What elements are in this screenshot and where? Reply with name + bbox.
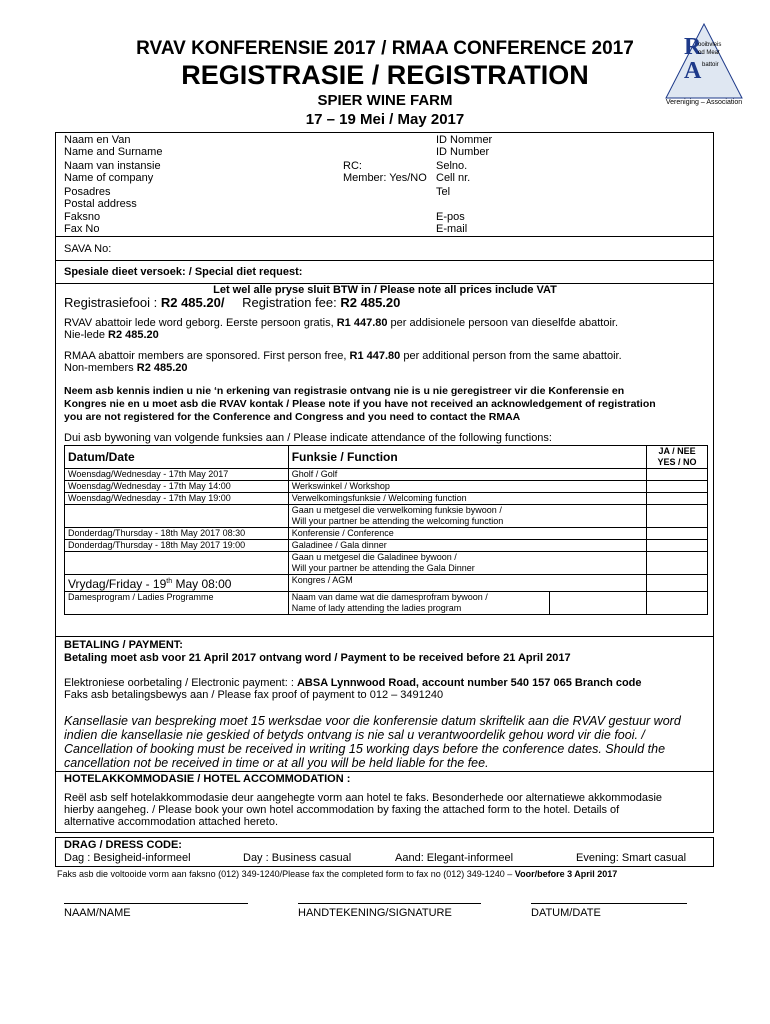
dress-heading: DRAG / DRESS CODE: [64, 839, 182, 851]
table-row: Gaan u metgesel die Galadinee bywoon / Will your partner be attending the Gala Dinner [65, 552, 708, 575]
member-label: Member: Yes/NO [343, 172, 427, 184]
rvav-nonmember-fee: Nie-lede R2 485.20 [64, 329, 159, 341]
cell-label: Cell nr. [436, 172, 471, 184]
name-label-en: Name and Surname [64, 146, 163, 158]
date-label: DATUM/DATE [531, 907, 601, 919]
ladies-name-cell[interactable] [550, 592, 647, 615]
payment-deadline: Betaling moet asb voor 21 April 2017 ontvang word / Payment to be received before 21 April 2017 [64, 652, 571, 664]
cancellation-1: Kansellasie van bespreking moet 15 werksdae voor die konferensie datum skriftelik aan die RVAV gestuur word [64, 714, 681, 728]
postal-label-af: Posadres [64, 186, 111, 198]
attendance-cell[interactable] [647, 552, 708, 575]
diet-label: Spesiale dieet versoek: / Special diet request: [64, 266, 303, 278]
functions-table [64, 445, 708, 615]
ack-line-1: Neem asb kennis indien u nie ‘n erkening van registrasie ontvang nie is u nie geregistreer vir die Konferensie en [64, 385, 625, 397]
sava-label: SAVA No: [64, 243, 112, 255]
fax-proof: Faks asb betalingsbewys aan / Please fax proof of payment to 012 – 3491240 [64, 689, 444, 701]
svg-text:battoir: battoir [702, 62, 719, 68]
attendance-cell[interactable] [647, 540, 708, 552]
date-signature-line[interactable] [531, 903, 687, 904]
logo-caption: Vereniging – Association [665, 99, 743, 106]
divider [55, 236, 714, 237]
selno-label: Selno. [436, 160, 468, 172]
registration-title: REGISTRASIE / REGISTRATION [181, 60, 589, 90]
attendance-cell[interactable] [647, 481, 708, 493]
table-row: Woensdag/Wednesday - 17th May 2017 Gholf / Golf [65, 469, 708, 481]
rc-label: RC: [343, 160, 362, 172]
fax-label-en: Fax No [64, 223, 100, 235]
hotel-line-2: hierby aangeheg. / Please book your own hotel accommodation by faxing the attached form to the hotel. Details of [64, 804, 620, 816]
company-label-en: Name of company [64, 172, 154, 184]
epos-label: E-pos [436, 211, 465, 223]
svg-text:od Meat: od Meat [698, 50, 720, 56]
name-signature-line[interactable] [64, 903, 248, 904]
attendance-cell[interactable] [647, 505, 708, 528]
column-header-function: Funksie / Function [288, 446, 646, 469]
conference-title: RVAV KONFERENSIE 2017 / RMAA CONFERENCE 2017 [136, 38, 634, 59]
event-dates: 17 – 19 Mei / May 2017 [305, 111, 465, 128]
rmaa-nonmember-fee: Non-members R2 485.20 [64, 362, 188, 374]
attendance-cell[interactable] [647, 493, 708, 505]
table-row: Gaan u metgesel die verwelkoming funksie bywoon / Will your partner be attending the welcoming function [65, 505, 708, 528]
eft-details: Elektroniese oorbetaling / Electronic payment: : ABSA Lynnwood Road, account number 540 157 065 Branch code [64, 677, 642, 689]
name-label: NAAM/NAME [64, 907, 131, 919]
id-label-en: ID Number [436, 146, 490, 158]
tel-label: Tel [436, 186, 451, 198]
attendance-cell[interactable] [647, 469, 708, 481]
ack-line-3: you are not registered for the Conference and Congress and you need to contact the RMAA [64, 411, 521, 423]
table-row: Woensdag/Wednesday - 17th May 14:00 Werkswinkel / Workshop [65, 481, 708, 493]
table-header-row [65, 446, 708, 469]
svg-text:A: A [684, 58, 702, 84]
dress-evening-af: Aand: Elegant-informeel [395, 852, 514, 864]
table-row: Woensdag/Wednesday - 17th May 19:00 Verwelkomingsfunksie / Welcoming function [65, 493, 708, 505]
registration-fee: Registrasiefooi : R2 485.20/ Registration fee: R2 485.20 [64, 295, 401, 310]
company-label-af: Naam van instansie [64, 160, 161, 172]
signature-label: HANDTEKENING/SIGNATURE [298, 907, 452, 919]
hotel-heading: HOTELAKKOMMODASIE / HOTEL ACCOMMODATION : [64, 773, 351, 785]
svg-text:ooibvleis: ooibvleis [698, 42, 722, 48]
column-header-date: Datum/Date [65, 446, 289, 469]
venue: SPIER WINE FARM [317, 92, 453, 109]
dress-evening-en: Evening: Smart casual [576, 852, 687, 864]
fax-label-af: Faksno [64, 211, 101, 223]
column-header-attendance: JA / NEE YES / NO [647, 446, 708, 469]
attendance-cell[interactable] [647, 575, 708, 592]
id-label-af: ID Nommer [436, 134, 493, 146]
table-row: Vrydag/Friday - 19th May 08:00 Kongres / AGM [65, 575, 708, 592]
hotel-line-1: Reël asb self hotelakkommodasie deur aangehegte vorm aan hotel te faks. Besonderhede oor alternatiewe akkommodasie [64, 792, 663, 804]
hotel-line-3: alternative accommodation attached hereto. [64, 816, 279, 828]
table-row: Donderdag/Thursday - 18th May 2017 19:00 Galadinee / Gala dinner [65, 540, 708, 552]
rmaa-fee-text: RMAA abattoir members are sponsored. First person free, R1 447.80 per additional person from the same abattoir. [64, 350, 622, 362]
cancellation-4: cancellation not be received in time or at all you will be held liable for the fee. [64, 756, 489, 770]
vat-note: Let wel alle pryse sluit BTW in / Please note all prices include VAT [213, 284, 557, 296]
cancellation-3: Cancellation of booking must be received in writing 15 working days before the conference dates. Should the [64, 742, 666, 756]
name-label-af: Naam en Van [64, 134, 131, 146]
attendance-cell[interactable] [647, 528, 708, 540]
rvav-logo [664, 22, 744, 100]
attendance-instruction: Dui asb bywoning van volgende funksies aan / Please indicate attendance of the following functions: [64, 432, 552, 444]
dress-day-en: Day : Business casual [243, 852, 352, 864]
email-label: E-mail [436, 223, 468, 235]
table-row: Damesprogram / Ladies Programme Naam van dame wat die damesprofram bywoon / Name of lady attending the ladies program [65, 592, 708, 615]
ack-line-2: Kongres nie en u moet asb die RVAV kontak / Please note if you have not received an acknowledgement of registration [64, 398, 656, 410]
signature-line[interactable] [298, 903, 481, 904]
table-row: Donderdag/Thursday - 18th May 2017 08:30 Konferensie / Conference [65, 528, 708, 540]
attendance-cell[interactable] [647, 592, 708, 615]
rvav-fee-text: RVAV abattoir lede word geborg. Eerste persoon gratis, R1 447.80 per addisionele persoon van dieselfde abattoir. [64, 317, 619, 329]
cancellation-2: indien die kansellasie nie geskied of betyds ontvang is nie sal u verantwoordelik gehou word vir die fooi. / [64, 728, 645, 742]
postal-label-en: Postal address [64, 198, 137, 210]
dress-day-af: Dag : Besigheid-informeel [64, 852, 191, 864]
svg-text:R: R [684, 34, 702, 60]
fax-instruction: Faks asb die voltooide vorm aan faksno (012) 349-1240/Please fax the completed form to fax no (012) 349-1240 – Voor/before 3 April 2017 [57, 869, 618, 879]
payment-heading: BETALING / PAYMENT: [64, 639, 183, 651]
